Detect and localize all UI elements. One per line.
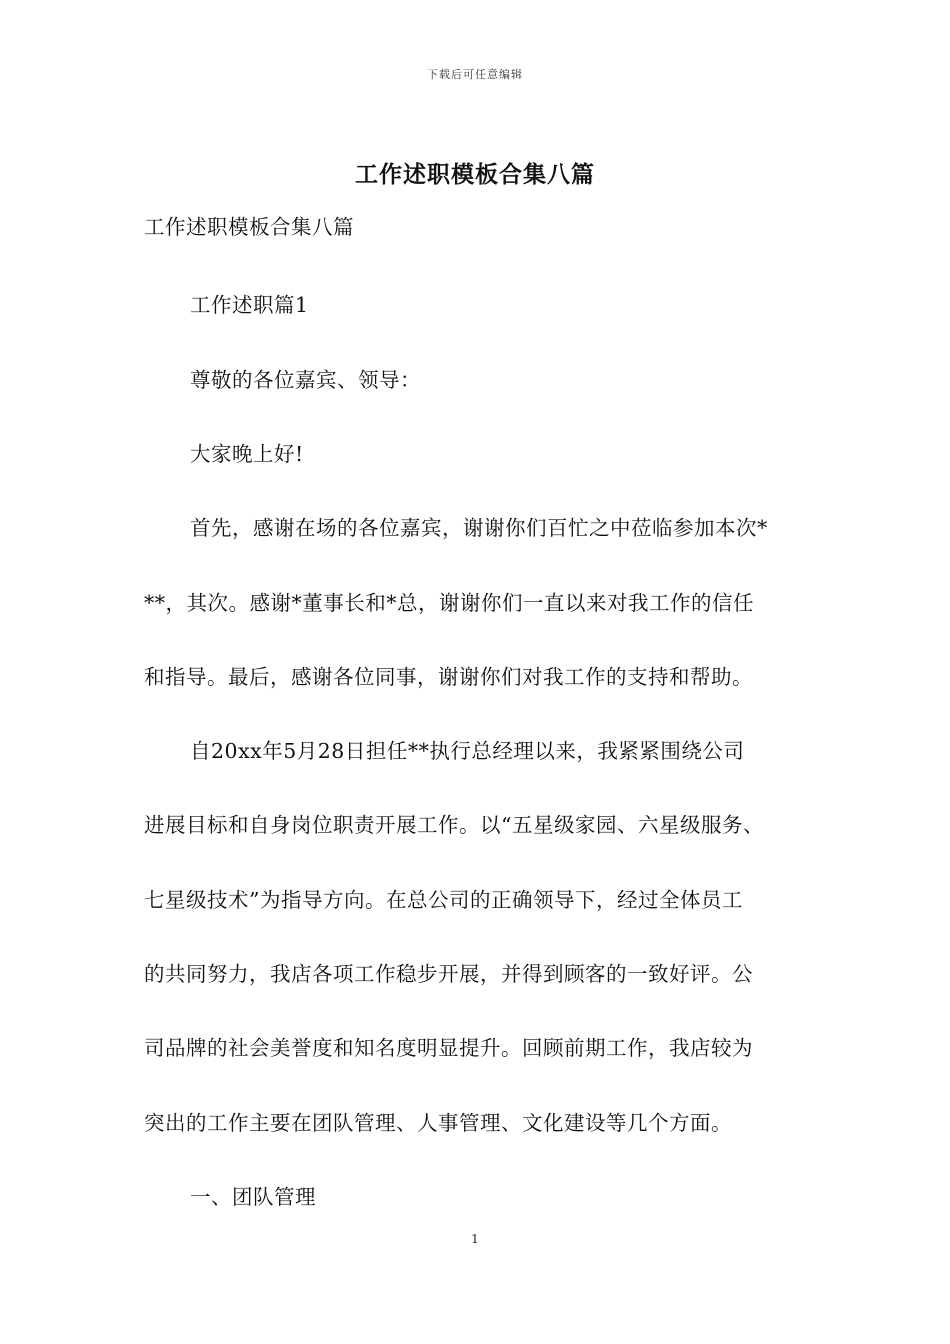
paragraph-line: **，其次。感谢*董事长和*总，谢谢你们一直以来对我工作的信任 (144, 591, 754, 615)
salutation: 尊敬的各位嘉宾、领导： (190, 368, 421, 392)
paragraph-line: 突出的工作主要在团队管理、人事管理、文化建设等几个方面。 (144, 1111, 732, 1135)
greeting: 大家晚上好! (190, 442, 304, 466)
paragraph-line: 自20xx年5月28日担任**执行总经理以来，我紧紧围绕公司 (190, 739, 745, 763)
page-number: 1 (471, 1232, 479, 1246)
paragraph-line: 首先，感谢在场的各位嘉宾，谢谢你们百忙之中莅临参加本次* (190, 516, 768, 540)
document-title: 工作述职模板合集八篇 (355, 161, 595, 188)
section-heading: 工作述职篇1 (190, 293, 309, 317)
section-heading: 一、团队管理 (190, 1185, 316, 1209)
paragraph-line: 的共同努力，我店各项工作稳步开展，并得到顾客的一致好评。公 (144, 962, 753, 986)
subtitle-line: 工作述职模板合集八篇 (144, 215, 354, 239)
page-header-note: 下载后可任意编辑 (427, 68, 523, 81)
paragraph-line: 进展目标和自身岗位职责开展工作。以“五星级家园、六星级服务、 (144, 813, 764, 837)
paragraph-line: 七星级技术”为指导方向。在总公司的正确领导下，经过全体员工 (144, 888, 743, 912)
paragraph-line: 司品牌的社会美誉度和知名度明显提升。回顾前期工作，我店较为 (144, 1036, 753, 1060)
paragraph-line: 和指导。最后，感谢各位同事，谢谢你们对我工作的支持和帮助。 (144, 665, 753, 689)
